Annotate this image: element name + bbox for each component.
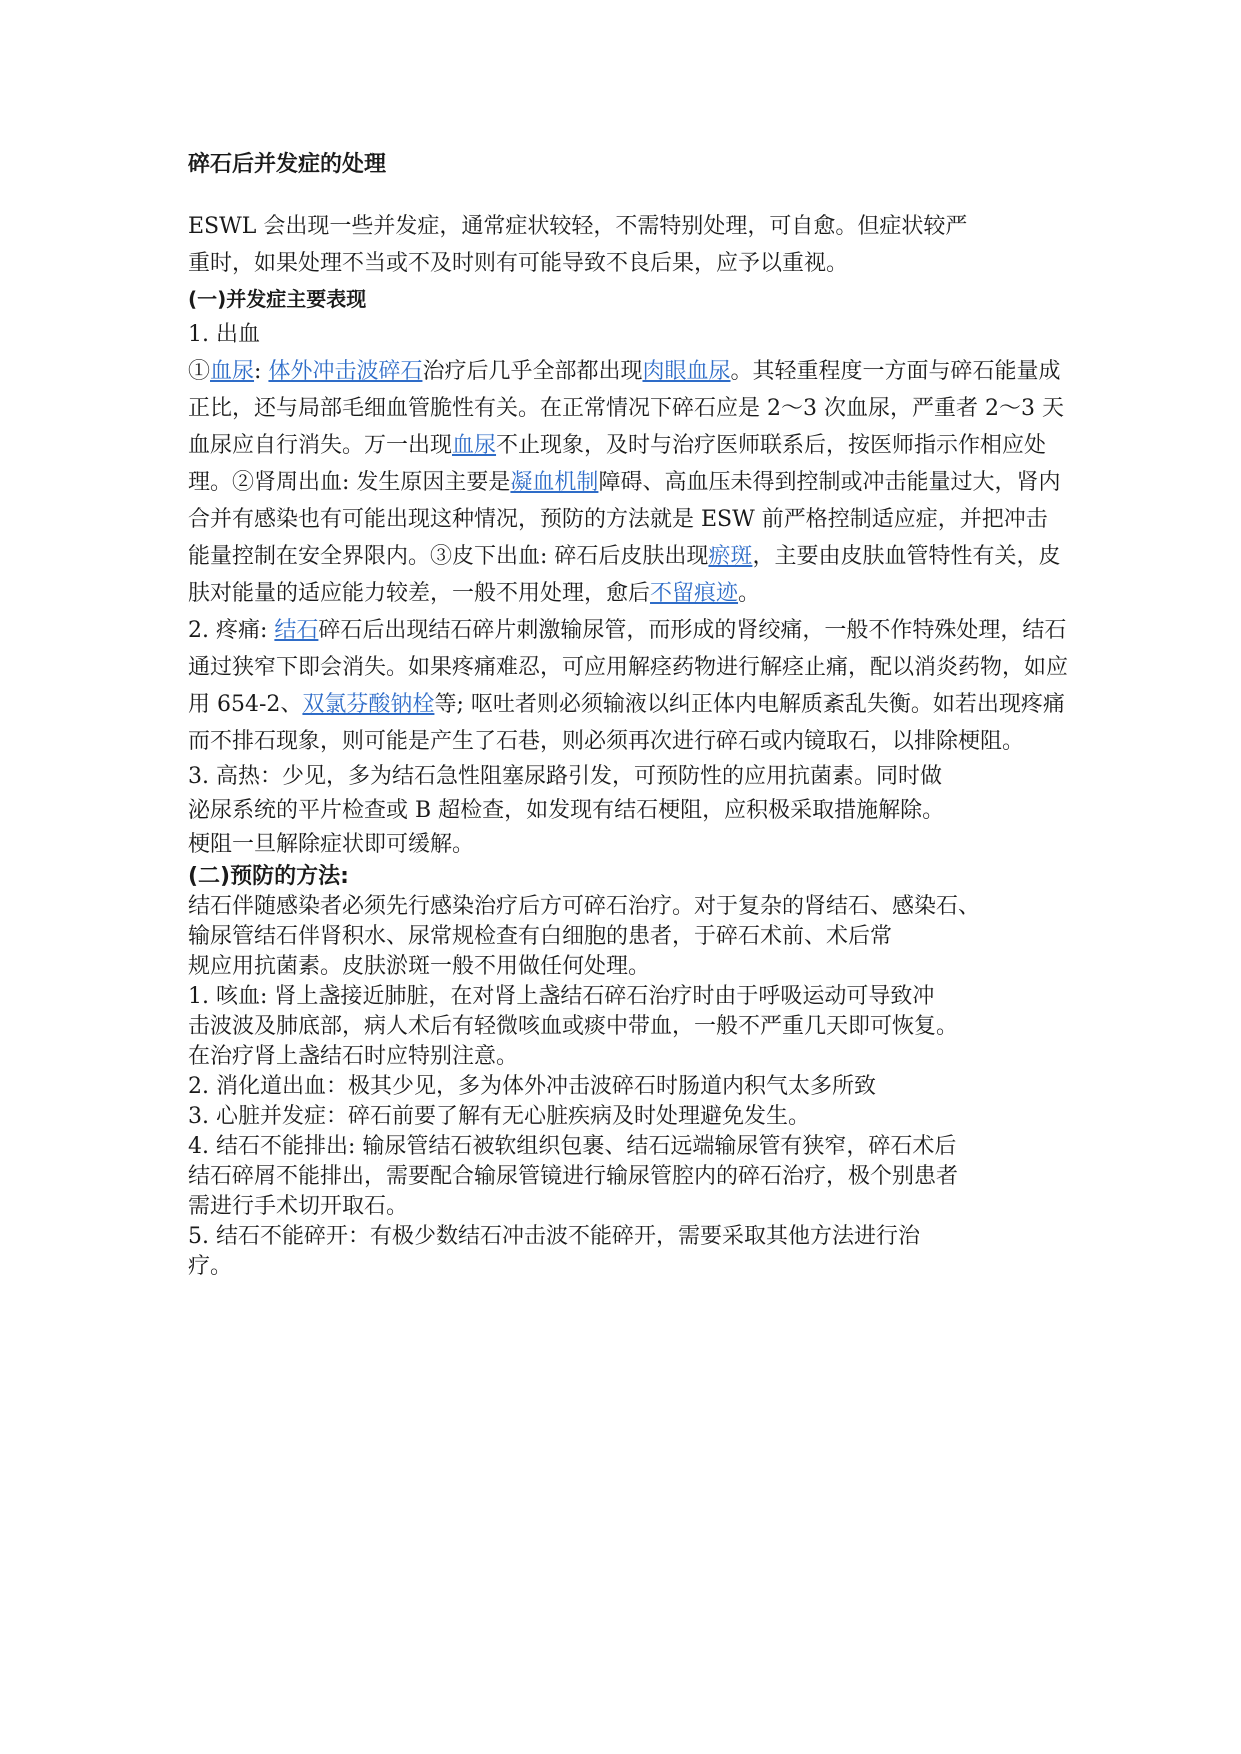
text-line: 重时，如果处理不当或不及时则有可能导致不良后果，应予以重视。	[188, 251, 849, 276]
paragraph-pain	[188, 612, 1068, 760]
text-span: ①	[188, 359, 211, 384]
text-line: 疗。	[188, 1254, 233, 1279]
text-span: 治疗后几乎全部都出现	[422, 359, 643, 384]
text-line: ESWL 会出现一些并发症，通常症状较轻，不需特别处理，可自愈。但症状较严	[188, 214, 968, 239]
section-heading-2: (二)预防的方法:	[188, 864, 349, 889]
paragraph-prevention	[188, 892, 1068, 982]
text-line: 在治疗肾上盏结石时应特别注意。	[188, 1044, 519, 1069]
link-stone[interactable]: 结石	[274, 618, 319, 643]
item-title-bleeding: 1. 出血	[188, 322, 260, 347]
paragraph-cardiac: 3. 心脏并发症：碎石前要了解有无心脏疾病及时处理避免发生。	[188, 1104, 810, 1129]
text-line: 泌尿系统的平片检查或 B 超检查，如发现有结石梗阻，应积极采取措施解除。	[188, 798, 945, 823]
document-body	[188, 150, 1068, 1282]
text-span: 。	[738, 581, 761, 606]
text-span: 。其轻重程度一方面与碎石能量成正比，还与局部毛细血管脆性有关。在正常情况下碎石应是 2～3 次血尿，严重者 2～3 天血尿应自行消失。万一出现	[188, 359, 1064, 458]
paragraph-fever	[188, 760, 1068, 862]
text-line: 规应用抗菌素。皮肤淤斑一般不用做任何处理。	[188, 954, 651, 979]
text-span: 2. 疼痛:	[188, 618, 275, 643]
link-diclofenac[interactable]: 双氯芬酸钠栓	[302, 692, 435, 717]
text-line: 结石伴随感染者必须先行感染治疗后方可碎石治疗。对于复杂的肾结石、感染石、	[188, 894, 981, 919]
text-span: :	[254, 359, 269, 384]
paragraph-gi-bleeding: 2. 消化道出血：极其少见，多为体外冲击波碎石时肠道内积气太多所致	[188, 1074, 876, 1099]
intro-paragraph	[188, 208, 1068, 282]
text-span: 碎石后出现结石碎片刺激输尿管，而形成的肾绞痛，一般不作特殊处理，结石通过狭窄下即会消失。如果疼痛难忍，可应用解痉药物进行解痉止痛，配以消炎药物，如应用 654-2、	[188, 618, 1069, 717]
paragraph-bleeding	[188, 353, 1068, 612]
text-line: 3. 高热：少见，多为结石急性阻塞尿路引发，可预防性的应用抗菌素。同时做	[188, 764, 942, 789]
link-hematuria-2[interactable]: 血尿	[452, 433, 497, 458]
text-line: 梗阻一旦解除症状即可缓解。	[188, 832, 475, 857]
text-line: 击波波及肺底部，病人术后有轻微咳血或痰中带血，一般不严重几天即可恢复。	[188, 1014, 959, 1039]
link-ecchymosis[interactable]: 瘀斑	[708, 544, 753, 569]
text-line: 输尿管结石伴肾积水、尿常规检查有白细胞的患者，于碎石术前、术后常	[188, 924, 893, 949]
link-hematuria[interactable]: 血尿	[210, 359, 255, 384]
text-span: ，主要由皮肤血管特性有关，皮肤对能量的适应能力较差，一般不用处理，愈后	[188, 544, 1061, 606]
text-line: 4. 结石不能排出: 输尿管结石被软组织包裹、结石远端输尿管有狭窄，碎石术后	[188, 1134, 957, 1159]
section-heading-1: (一)并发症主要表现	[188, 287, 367, 311]
text-line: 需进行手术切开取石。	[188, 1194, 409, 1219]
paragraph-stone-not-broken	[188, 1222, 1068, 1282]
paragraph-hemoptysis	[188, 982, 1068, 1072]
link-coagulation[interactable]: 凝血机制	[510, 470, 599, 495]
text-line: 5. 结石不能碎开：有极少数结石冲击波不能碎开，需要采取其他方法进行治	[188, 1224, 920, 1249]
text-line: 1. 咳血: 肾上盏接近肺脏，在对肾上盏结石碎石治疗时由于呼吸运动可导致冲	[188, 984, 935, 1009]
link-eswl[interactable]: 体外冲击波碎石	[268, 359, 423, 384]
text-span: 障碍、高血压未得到控制或冲击能量过大，肾内合并有感染也有可能出现这种情况，预防的方法就是 ESW 前严格控制适应症，并把冲击能量控制在安全界限内。③皮下出血: 碎石后皮肤出现	[188, 470, 1061, 569]
text-line: 结石碎屑不能排出，需要配合输尿管镜进行输尿管腔内的碎石治疗，极个别患者	[188, 1164, 959, 1189]
link-gross-hematuria[interactable]: 肉眼血尿	[642, 359, 731, 384]
text-span: 等; 呕吐者则必须输液以纠正体内电解质紊乱失衡。如若出现疼痛而不排石现象，则可能是产生了石巷，则必须再次进行碎石或内镜取石，以排除梗阻。	[188, 692, 1065, 754]
text-span: 不止现象，及时与治疗医师联系后，按医师指示作相应处理。②肾周出血: 发生原因主要是	[188, 433, 1047, 495]
page-title: 碎石后并发症的处理	[188, 152, 387, 177]
link-no-scar[interactable]: 不留痕迹	[650, 581, 739, 606]
paragraph-stone-not-passed	[188, 1132, 1068, 1222]
